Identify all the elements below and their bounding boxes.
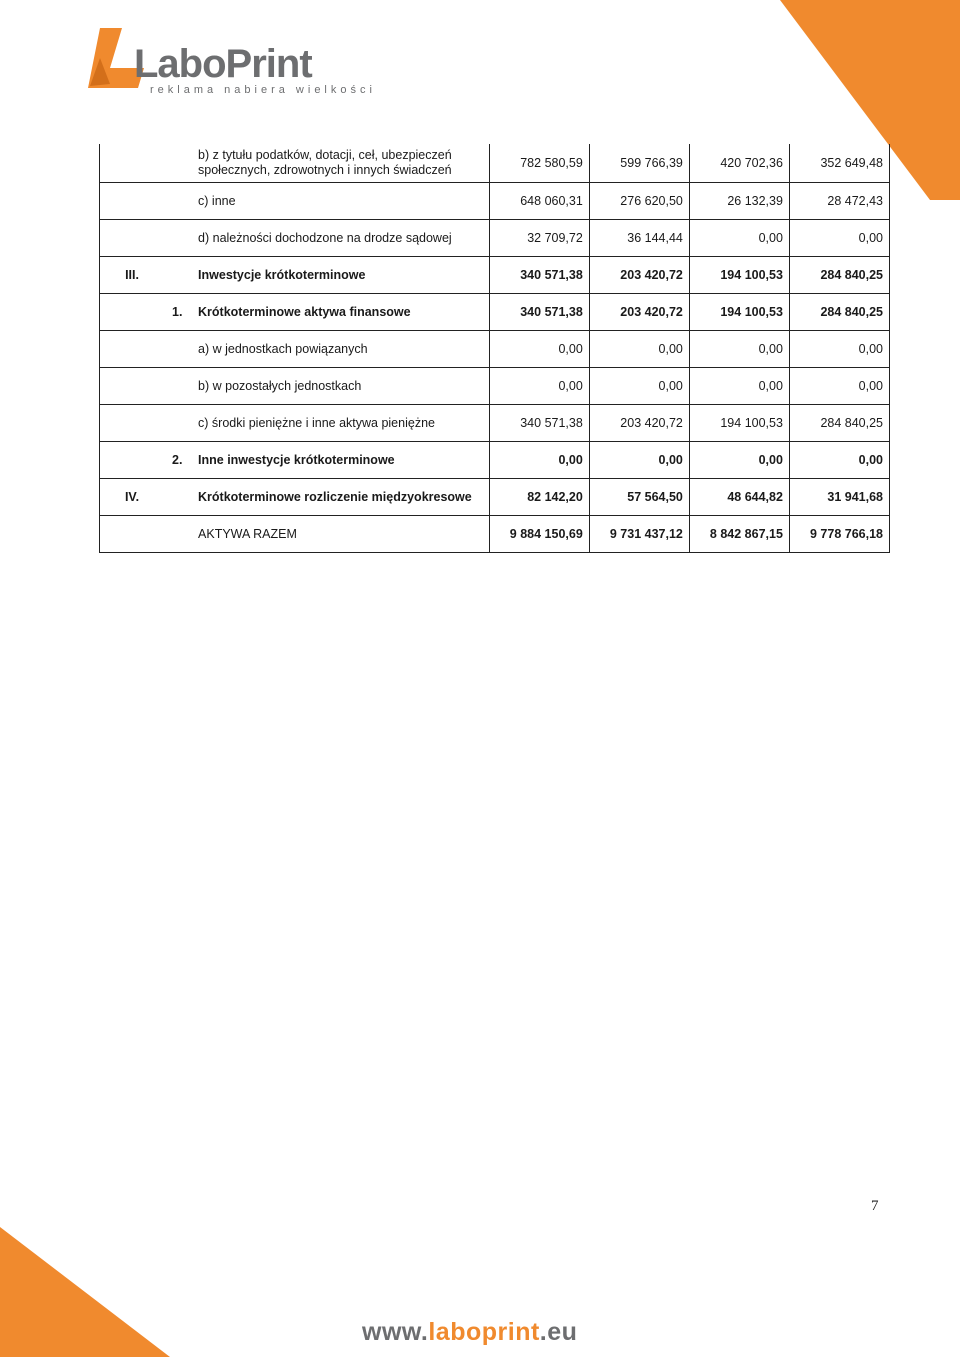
value-cell: 340 571,38 bbox=[489, 293, 589, 330]
value-cell: 340 571,38 bbox=[489, 256, 589, 293]
value-cell: 284 840,25 bbox=[789, 404, 889, 441]
table-row bbox=[100, 515, 890, 552]
value-cell: 420 702,36 bbox=[689, 144, 789, 182]
row-label-cell bbox=[164, 441, 489, 478]
footer-url-suffix: .eu bbox=[539, 1318, 578, 1346]
row-label-cell bbox=[164, 182, 489, 219]
row-number: 2. bbox=[172, 452, 183, 467]
footer-url bbox=[362, 1318, 577, 1347]
row-number: III. bbox=[125, 267, 139, 282]
value-cell: 0,00 bbox=[789, 367, 889, 404]
row-label-cell bbox=[164, 219, 489, 256]
footer-url-brand: laboprint bbox=[428, 1318, 540, 1346]
row-number-cell bbox=[100, 330, 165, 367]
value-cell: 0,00 bbox=[489, 330, 589, 367]
table-row bbox=[100, 182, 890, 219]
value-cell: 36 144,44 bbox=[589, 219, 689, 256]
value-cell: 0,00 bbox=[689, 330, 789, 367]
row-label: Krótkoterminowe rozliczenie międzyokresowe bbox=[198, 489, 472, 504]
row-number-cell bbox=[100, 367, 165, 404]
row-label-cell bbox=[164, 256, 489, 293]
row-number-cell bbox=[100, 256, 165, 293]
row-label: b) w pozostałych jednostkach bbox=[198, 378, 362, 393]
row-number-cell bbox=[100, 182, 165, 219]
value-cell: 26 132,39 bbox=[689, 182, 789, 219]
row-label: a) w jednostkach powiązanych bbox=[198, 341, 368, 356]
value-cell: 194 100,53 bbox=[689, 256, 789, 293]
value-cell: 9 884 150,69 bbox=[489, 515, 589, 552]
table-row bbox=[100, 367, 890, 404]
value-cell: 0,00 bbox=[489, 441, 589, 478]
row-number-cell bbox=[100, 478, 165, 515]
value-cell: 194 100,53 bbox=[689, 404, 789, 441]
value-cell: 194 100,53 bbox=[689, 293, 789, 330]
value-cell: 9 778 766,18 bbox=[789, 515, 889, 552]
value-cell: 0,00 bbox=[589, 367, 689, 404]
row-label-cell bbox=[164, 367, 489, 404]
row-number-cell bbox=[100, 293, 165, 330]
value-cell: 276 620,50 bbox=[589, 182, 689, 219]
row-label: c) środki pieniężne i inne aktywa pieniężne bbox=[198, 415, 435, 430]
value-cell: 284 840,25 bbox=[789, 256, 889, 293]
table-row bbox=[100, 441, 890, 478]
table-row bbox=[100, 256, 890, 293]
row-label-cell bbox=[164, 478, 489, 515]
value-cell: 0,00 bbox=[689, 219, 789, 256]
value-cell: 9 731 437,12 bbox=[589, 515, 689, 552]
table-row bbox=[100, 404, 890, 441]
value-cell: 0,00 bbox=[789, 330, 889, 367]
table-row bbox=[100, 478, 890, 515]
value-cell: 284 840,25 bbox=[789, 293, 889, 330]
row-label: AKTYWA RAZEM bbox=[198, 526, 297, 541]
value-cell: 48 644,82 bbox=[689, 478, 789, 515]
value-cell: 0,00 bbox=[589, 330, 689, 367]
laboprint-logo bbox=[88, 28, 376, 98]
orange-corner-bottom-left bbox=[0, 1227, 170, 1357]
row-label-cell bbox=[164, 144, 489, 182]
row-number-cell bbox=[100, 144, 165, 182]
value-cell: 0,00 bbox=[789, 219, 889, 256]
logo-tagline: reklama nabiera wielkości bbox=[150, 84, 376, 96]
row-label: b) z tytułu podatków, dotacji, ceł, ubezpieczeń społecznych, zdrowotnych i innych świadczeń bbox=[198, 147, 452, 177]
value-cell: 57 564,50 bbox=[589, 478, 689, 515]
row-number: IV. bbox=[124, 489, 140, 504]
footer-url-prefix: www. bbox=[362, 1318, 429, 1346]
row-label-cell bbox=[164, 293, 489, 330]
value-cell: 648 060,31 bbox=[489, 182, 589, 219]
row-number: 1. bbox=[172, 304, 183, 319]
value-cell: 8 842 867,15 bbox=[689, 515, 789, 552]
value-cell: 0,00 bbox=[489, 367, 589, 404]
row-label-cell bbox=[164, 330, 489, 367]
balance-sheet-table bbox=[99, 144, 890, 553]
value-cell: 0,00 bbox=[789, 441, 889, 478]
value-cell: 82 142,20 bbox=[489, 478, 589, 515]
value-cell: 0,00 bbox=[689, 367, 789, 404]
value-cell: 782 580,59 bbox=[489, 144, 589, 182]
row-label-cell bbox=[164, 404, 489, 441]
value-cell: 32 709,72 bbox=[489, 219, 589, 256]
row-number-cell bbox=[100, 441, 165, 478]
table-row bbox=[100, 219, 890, 256]
value-cell: 0,00 bbox=[689, 441, 789, 478]
page-number: 7 bbox=[871, 1198, 879, 1214]
table-row bbox=[100, 293, 890, 330]
table-row bbox=[100, 144, 890, 182]
value-cell: 599 766,39 bbox=[589, 144, 689, 182]
row-label: Inne inwestycje krótkoterminowe bbox=[198, 452, 395, 467]
row-label: c) inne bbox=[198, 193, 236, 208]
value-cell: 28 472,43 bbox=[789, 182, 889, 219]
row-label-cell bbox=[164, 515, 489, 552]
value-cell: 203 420,72 bbox=[589, 293, 689, 330]
value-cell: 203 420,72 bbox=[589, 404, 689, 441]
row-label: Krótkoterminowe aktywa finansowe bbox=[198, 304, 411, 319]
logo-wordmark: LaboPrint bbox=[134, 42, 312, 86]
row-label: d) należności dochodzone na drodze sądowej bbox=[198, 230, 452, 245]
row-label: Inwestycje krótkoterminowe bbox=[198, 267, 366, 282]
row-number-cell bbox=[100, 219, 165, 256]
value-cell: 0,00 bbox=[589, 441, 689, 478]
value-cell: 31 941,68 bbox=[789, 478, 889, 515]
row-number-cell bbox=[100, 515, 165, 552]
value-cell: 352 649,48 bbox=[789, 144, 889, 182]
row-number-cell bbox=[100, 404, 165, 441]
table-row bbox=[100, 330, 890, 367]
value-cell: 203 420,72 bbox=[589, 256, 689, 293]
value-cell: 340 571,38 bbox=[489, 404, 589, 441]
